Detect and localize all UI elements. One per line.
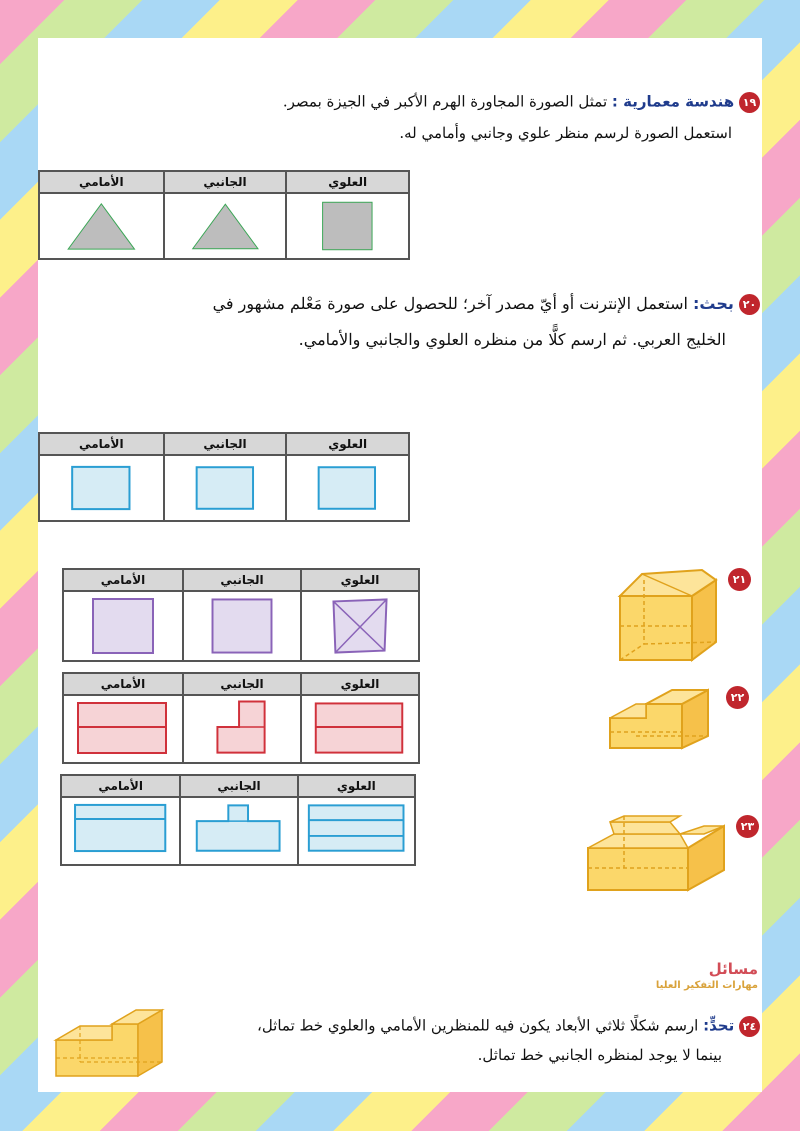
header-front: الأمامي: [64, 674, 182, 696]
q19-views-table: [38, 170, 410, 260]
q22-top-view: [300, 696, 418, 762]
header-side: الجانبي: [163, 434, 286, 456]
header-front: الأمامي: [40, 434, 163, 456]
square-shape: [323, 202, 372, 249]
header-front: الأمامي: [40, 172, 163, 194]
q19-text1: تمثل الصورة المجاورة الهرم الأكبر في الجيزة بمصر.: [282, 92, 608, 111]
stepped-shape: [197, 805, 280, 850]
q22-side-view: [182, 696, 300, 762]
q21-top-view: [300, 592, 418, 660]
q20-keyword: بحث:: [693, 294, 734, 313]
problems-subtitle: مهارات التفكير العليا: [655, 980, 758, 991]
q22-number: ٢٢: [726, 686, 749, 709]
rectangle-shape: [309, 805, 404, 850]
q23-number: ٢٣: [736, 815, 759, 838]
square-shape: [213, 599, 272, 652]
q20-text2: الخليج العربي. ثم ارسم كلًّا من منظره العلوي والجانبي والأمامي.: [298, 330, 726, 349]
header-top: العلوي: [300, 674, 418, 696]
triangle-shape: [192, 204, 257, 249]
q22-views-table: [62, 672, 420, 764]
q24-text1: ارسم شكلًا ثلاثي الأبعاد يكون فيه للمنظرين الأمامي والعلوي خط تماثل،: [256, 1016, 699, 1035]
q19-text2: استعمل الصورة لرسم منظر علوي وجانبي وأمامي له.: [399, 124, 732, 142]
triangle-shape: [68, 204, 134, 249]
q21-front-view: [64, 592, 182, 660]
q21-views-table: [62, 568, 420, 662]
q21-house-figure: [612, 566, 722, 666]
header-top: العلوي: [285, 434, 408, 456]
header-top: العلوي: [297, 776, 414, 798]
q22-step-figure: [604, 684, 724, 754]
q20-line1: [213, 294, 760, 315]
header-side: الجانبي: [163, 172, 286, 194]
q23-views-table: [60, 774, 416, 866]
q23-side-view: [179, 798, 296, 864]
header-front: الأمامي: [64, 570, 182, 592]
q20-number: ٢٠: [739, 294, 760, 315]
q20-side-view: [163, 456, 286, 520]
square-shape: [93, 599, 153, 653]
header-side: الجانبي: [179, 776, 296, 798]
q24-line1: [257, 1016, 760, 1037]
q21-number: ٢١: [728, 568, 751, 591]
problems-title: مسائل: [708, 960, 758, 978]
header-top: العلوي: [285, 172, 408, 194]
q23-front-view: [62, 798, 179, 864]
rectangle-shape: [319, 467, 375, 509]
q19-line1: [283, 92, 760, 113]
q19-side-view: [163, 194, 286, 258]
q19-number: ١٩: [739, 92, 760, 113]
header-front: الأمامي: [62, 776, 179, 798]
rectangle-shape: [75, 805, 165, 851]
q22-front-view: [64, 696, 182, 762]
q20-text1: استعمل الإنترنت أو أيّ مصدر آخر؛ للحصول على صورة مَعْلم مشهور في: [212, 294, 688, 313]
q24-step-figure: [52, 1006, 168, 1082]
q19-front-view: [40, 194, 163, 258]
q19-keyword: هندسة معمارية :: [611, 92, 735, 111]
header-side: الجانبي: [182, 570, 300, 592]
q20-top-view: [285, 456, 408, 520]
rectangle-shape: [196, 467, 252, 509]
q21-side-view: [182, 592, 300, 660]
q20-front-view: [40, 456, 163, 520]
rectangle-shape: [72, 467, 129, 509]
header-side: الجانبي: [182, 674, 300, 696]
q24-number: ٢٤: [739, 1016, 760, 1037]
q23-block-figure: [584, 812, 734, 894]
q20-views-table: [38, 432, 410, 522]
rectangle-shape: [316, 703, 403, 752]
q24-text2: بينما لا يوجد لمنظره الجانبي خط تماثل.: [477, 1046, 722, 1064]
q24-keyword: تحدٍّ:: [703, 1016, 735, 1035]
header-top: العلوي: [300, 570, 418, 592]
q23-top-view: [297, 798, 414, 864]
q19-top-view: [285, 194, 408, 258]
